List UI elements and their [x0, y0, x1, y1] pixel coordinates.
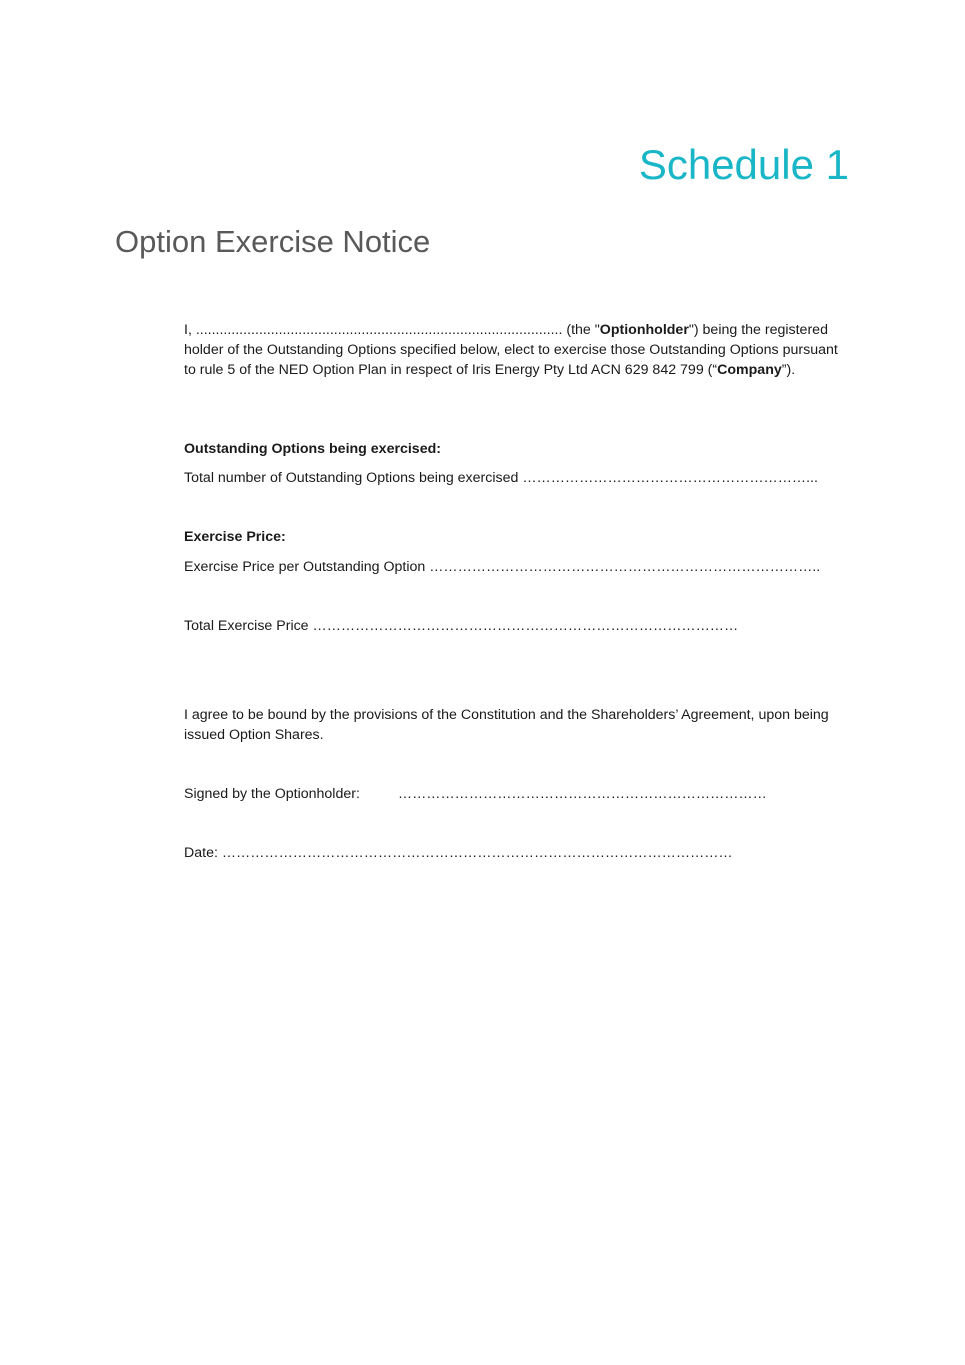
signature-dots: …………………………………………………………………… — [397, 786, 767, 802]
signature-line — [184, 784, 844, 804]
outstanding-options-heading: Outstanding Options being exercised: — [184, 441, 441, 457]
schedule-heading: Schedule 1 — [638, 141, 849, 188]
agreement-paragraph: I agree to be bound by the provisions of the Constitution and the Shareholders’ Agreement, upon being issued Option Shares. — [184, 707, 829, 743]
exercise-price-per-option-line: Exercise Price per Outstanding Option ……………………………………………………………………….. — [184, 559, 821, 575]
signature-label: Signed by the Optionholder: — [184, 786, 360, 802]
intro-text-part1: I, ............................................................................................. (the " — [184, 322, 600, 338]
total-exercise-price-line: Total Exercise Price ……………………………………………………………………………… — [184, 618, 739, 634]
optionholder-term: Optionholder — [599, 322, 689, 338]
company-term: Company — [717, 362, 782, 378]
intro-paragraph — [184, 320, 844, 380]
exercise-price-heading: Exercise Price: — [184, 529, 286, 545]
intro-text-part2: ") being the registered holder of the Outstanding Options specified below, elect to exercise those Outstanding Options pursuant to rule 5 of the NED Option Plan in respect of Iris Energy Pty Ltd ACN 629 842 799 (“ — [184, 322, 838, 378]
notice-title: Option Exercise Notice — [115, 224, 431, 259]
intro-text-part3: ”). — [781, 362, 796, 378]
date-line: Date: ……………………………………………………………………………………………… — [184, 845, 733, 861]
outstanding-options-line: Total number of Outstanding Options being exercised ……………………………………………………... — [184, 470, 818, 486]
